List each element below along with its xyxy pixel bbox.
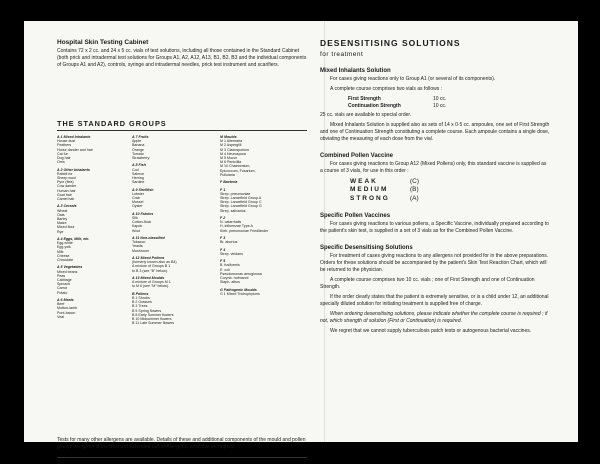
allergen-item: Horse dander and hair xyxy=(57,147,93,152)
allergen-item: A mixture of Groups M 1 xyxy=(132,280,171,285)
allergen-item: Spinach xyxy=(57,282,70,287)
allergen-item: Pullularia xyxy=(220,172,235,177)
allergen-item: Cod xyxy=(132,167,139,172)
allergen-group xyxy=(57,265,132,294)
allergen-group xyxy=(57,237,132,262)
desensitising-title: DESENSITISING SOLUTIONS xyxy=(320,38,461,48)
allergen-item: Oats xyxy=(57,212,65,217)
allergen-group xyxy=(220,248,310,256)
standard-groups-title: THE STANDARD GROUPS xyxy=(57,119,167,128)
brochure-sheet xyxy=(24,21,578,450)
specific-pollen-heading: Specific Pollen Vaccines xyxy=(320,212,391,219)
allergen-item: Orris xyxy=(57,160,65,165)
specific-desensitising-p3: If the order clearly states that the patient is extremely sensitive, or is a child under 12, an additional specially diluted solution for initiating treatment is supplied free of charge. xyxy=(320,293,549,307)
strength-volume: 10 cc. xyxy=(433,96,447,102)
allergen-item: Chocolate xyxy=(57,258,74,263)
allergen-item: E. coli xyxy=(220,267,230,272)
allergen-item: Staph. albus xyxy=(220,280,240,285)
allergen-item: Mushroom xyxy=(132,248,149,253)
allergen-item: B 10 Midsummer flowers xyxy=(132,317,172,322)
allergen-item: M 2 Aspergilli xyxy=(220,143,242,148)
allergen-item: Oyster xyxy=(132,204,143,209)
allergen-item: M 5 Mucor xyxy=(220,156,237,161)
allergen-group-heading: F 4 xyxy=(220,247,226,252)
allergen-item: N. catarrhalis xyxy=(220,220,242,225)
group-column-2 xyxy=(132,135,220,329)
allergen-group-heading: A 6 Meats xyxy=(57,298,74,303)
allergen-item: Crab xyxy=(132,196,140,201)
allergen-item: Sardine xyxy=(132,180,145,185)
allergen-item: Strep. Lancefield Group C xyxy=(220,200,262,205)
allergen-item: B 5 Spring flowers xyxy=(132,308,162,313)
allergen-item: Wheat xyxy=(57,208,68,213)
allergen-group-heading: A 13 Mixed Moulds xyxy=(132,276,165,281)
allergen-item: Banana xyxy=(132,143,145,148)
allergen-item: Cotton-flock xyxy=(132,220,152,225)
allergen-group-heading: F 3 xyxy=(220,236,226,241)
allergen-item: Silk xyxy=(132,216,138,221)
allergen-item: M 1 Alternaria xyxy=(220,139,243,144)
allergen-item: Strep. viridans xyxy=(220,251,243,256)
allergen-group xyxy=(220,236,310,244)
allergen-group xyxy=(220,259,310,284)
allergen-item: Mutton-lamb xyxy=(57,306,77,311)
left-page xyxy=(57,39,307,450)
allergen-item: Camel hair xyxy=(57,197,75,202)
allergen-group xyxy=(220,188,310,213)
allergen-item: Pyre (flea) xyxy=(57,180,74,185)
allergen-item: Potato xyxy=(57,290,68,295)
allergen-item: B. fusiformis xyxy=(220,263,240,268)
vial-order-list xyxy=(350,178,550,203)
strength-row xyxy=(348,96,550,103)
allergen-item: Lobster xyxy=(132,191,144,196)
allergen-item: Barley xyxy=(57,217,68,222)
allergen-group-heading: F 1 xyxy=(220,187,226,192)
allergen-group-heading: M Moulds xyxy=(220,135,237,139)
allergen-group-heading: F 5 xyxy=(220,259,226,264)
allergen-item: Rabbit fur xyxy=(57,171,73,176)
allergen-item: M 10 Chaetomium, xyxy=(220,164,251,169)
allergen-item: B 11 Late Summer flowers xyxy=(132,321,175,326)
allergen-item: Sheep wool xyxy=(57,176,76,181)
allergen-group xyxy=(132,292,220,326)
allergen-group xyxy=(132,135,220,160)
allergen-item: B 8 Early Summer flowers xyxy=(132,312,174,317)
specific-pollen-p1: For cases giving reactions to various pollens, a Specific Vaccine, individually prepared according to the patient's skin test, is supplied in a set of 3 vials as for the Combined Pollen Vaccine. xyxy=(320,220,549,234)
strength-name: Continuation Strength xyxy=(348,103,401,109)
allergen-item: M 4 Neurospora xyxy=(220,151,246,156)
allergen-item: A mixture of Groups B 1 xyxy=(132,264,171,269)
allergen-item: Peas xyxy=(57,273,66,278)
allergen-group-heading: A 2 Other Inhalants xyxy=(57,167,90,172)
vial-strength: MEDIUM xyxy=(350,186,389,194)
allergen-item: B 3 Trees xyxy=(132,304,148,309)
vial-row xyxy=(350,186,550,194)
allergen-group xyxy=(132,256,220,273)
allergen-item: Strep. Lancefield Group A xyxy=(220,196,262,201)
allergen-item: Cat fur xyxy=(57,151,68,156)
groups-bottom-rule xyxy=(57,457,307,458)
combined-pollen-p1: For cases giving reactions to Group A12 (Mixed Pollens) only, this standard vaccine is supplied as a course of 3 vials, for use in this order : xyxy=(320,161,547,174)
allergen-item: Tomato xyxy=(132,151,144,156)
allergen-item: Strep. salivarius xyxy=(220,208,246,213)
allergen-item: to M 6 (see "M" below). xyxy=(132,284,170,289)
allergen-item: Dog hair xyxy=(57,156,71,161)
allergen-group-heading: A 8 Fish xyxy=(132,163,146,168)
allergen-item: Pseudomonas aeruginosa xyxy=(220,271,262,276)
allergen-item: Rye xyxy=(57,229,64,234)
strength-volume: 10 cc. xyxy=(433,103,447,109)
regret-note: We regret that we cannot supply tuberculosis patch tests or autogenous bacterial vaccines. xyxy=(330,327,532,334)
allergen-item: Strep. pneumoniae xyxy=(220,191,251,196)
allergen-item: Mixed beans xyxy=(57,269,78,274)
allergen-item: M 3 Cladosporium xyxy=(220,147,250,152)
allergen-item: Feathers xyxy=(57,143,72,148)
allergen-group-heading: A 10 Fabrics xyxy=(132,211,154,216)
vial-code: (B) xyxy=(410,186,419,194)
allergen-item: B 2 Grasses xyxy=(132,300,152,305)
allergen-group xyxy=(132,276,220,289)
allergen-item: Pork-bacon xyxy=(57,310,76,315)
allergen-group-heading: A 7 Fruits xyxy=(132,135,149,139)
allergen-item: Yeasts xyxy=(132,244,143,249)
allergen-item: Egg yolk xyxy=(57,245,71,250)
allergen-item: Cheese xyxy=(57,253,70,258)
allergen-item: Mixed flour xyxy=(57,225,75,230)
mixed-inhalants-heading: Mixed Inhalants Solution xyxy=(320,68,391,74)
mixed-inhalants-p2: A complete course comprises two vials as follows : xyxy=(330,86,442,92)
allergen-item: Goat hair xyxy=(57,192,72,197)
allergen-group xyxy=(57,135,132,164)
vial-code: (A) xyxy=(410,194,419,202)
allergen-item: Maize xyxy=(57,221,67,226)
specific-desensitising-p1: For treatment of cases giving reactions to any allergens not provided for in the above preparations. Orders for these solutions should be accompanied by the patient's Skin Test Reaction Chart, which will be returned to the physician. xyxy=(320,252,549,273)
mixed-inhalants-p1: For cases giving reactions only to Group A1 (or several of its components). xyxy=(330,76,496,82)
allergen-item: Strep. Lancefield Group G xyxy=(220,204,262,209)
allergen-group xyxy=(57,168,132,202)
groups-top-rule xyxy=(57,130,307,131)
combined-pollen-heading: Combined Pollen Vaccine xyxy=(320,153,394,159)
allergen-item: Orange xyxy=(132,147,144,152)
allergen-group-heading: A 1 Mixed Inhalants xyxy=(57,135,91,139)
allergen-group-heading: B Pollens xyxy=(132,291,149,296)
allergen-item: M 6 Penicillia xyxy=(220,160,242,165)
allergen-item: Br. abortus xyxy=(220,240,238,245)
ordering-note: When ordering desensitising solutions, please indicate whether the complete course is required ; if not, which strength of solution (First or Continuation) is required. xyxy=(320,310,548,324)
vial-row xyxy=(350,178,550,186)
allergen-item: G 1 Mixed Trichophytons xyxy=(220,291,260,296)
allergen-group-heading: A 9 Shellfish xyxy=(132,187,154,192)
group-column-1 xyxy=(57,135,132,322)
allergen-item: Veal xyxy=(57,314,64,319)
allergen-group xyxy=(220,180,310,184)
allergen-item: to B 3 (see "B" below). xyxy=(132,268,168,273)
strength-row xyxy=(348,103,550,110)
specific-desensitising-p2: A complete course comprises two 10 cc. vials ; one of First Strength and one of Continuation Strength. xyxy=(320,276,535,290)
mixed-inhalants-p4: Mixed Inhalants Solution is supplied also as sets of 14 x 0·5 cc. ampoules, one set of First Strength and one of Continuation Strength constituting a complete course. Each ampoule contains a single dose, obviating the measuring of each dose from the vial. xyxy=(320,122,550,142)
allergen-item: Herring xyxy=(132,176,144,181)
allergen-item: Corynb. hofmanni xyxy=(220,276,249,281)
strength-table xyxy=(348,96,550,110)
cabinet-title: Hospital Skin Testing Cabinet xyxy=(57,39,149,46)
allergen-group xyxy=(132,188,220,209)
allergen-item: Kapok xyxy=(132,224,143,229)
allergen-group-heading: A 3 Cereals xyxy=(57,204,77,209)
allergen-item: H. influenzae Type A xyxy=(220,224,253,229)
vial-code: (C) xyxy=(410,178,420,185)
allergen-item: Epicoccum, Fusarium, xyxy=(220,168,256,173)
allergen-item: Salmon xyxy=(132,171,145,176)
vial-strength: WEAK xyxy=(350,178,378,185)
allergen-group xyxy=(57,298,132,319)
allergen-group-heading: A 11 Non-classified xyxy=(132,236,165,241)
allergen-item: Cabbage xyxy=(57,278,72,283)
footer-note: Tests for many other allergens are available. Details of these and additional components of the mould and pollen groups are given in the Bencard Extended List of Allergens, available on request. xyxy=(57,437,306,450)
specific-desensitising-heading: Specific Desensitising Solutions xyxy=(320,244,413,251)
group-column-3 xyxy=(220,135,310,299)
allergen-group xyxy=(132,163,220,184)
allergen-item: Tobacco xyxy=(132,240,146,245)
allergen-group-heading: A 12 Mixed Pollens xyxy=(132,256,165,261)
right-page xyxy=(320,38,550,338)
allergen-item: B 1 Shrubs xyxy=(132,296,150,301)
allergen-item: Strawberry xyxy=(132,156,150,161)
allergen-item: Wool xyxy=(132,228,141,233)
allergen-group-heading: A 5 Vegetables xyxy=(57,265,83,270)
allergen-group-heading: G Pathogenic Moulds xyxy=(220,287,257,292)
cabinet-intro: Contains 72 x 2 cc. and 24 x 5 cc. vials of test solutions, including all those contained in the Standard Cabinet (both prick and intradermal test solutions for Groups A1, A2, A12, A13, B1, B2, B3 and the individual components of Groups A1 and A2), controls, syringe and intradermal needles, prick test instrument and scarifiers. xyxy=(57,48,307,68)
mixed-inhalants-p3: 25 cc. vials are available to special order. xyxy=(320,112,412,118)
allergen-group xyxy=(57,204,132,233)
allergen-group xyxy=(132,236,220,253)
strength-name: First Strength xyxy=(348,96,381,102)
allergen-group-heading: F 2 xyxy=(220,216,226,221)
allergen-group xyxy=(132,212,220,233)
desensitising-subtitle: for treatment xyxy=(320,51,364,58)
allergen-item: Milk xyxy=(57,249,64,254)
allergen-item: Apple xyxy=(132,139,142,144)
allergen-item: Human hair xyxy=(57,188,76,193)
allergen-group xyxy=(220,135,310,177)
allergen-group-heading: F Bacteria xyxy=(220,180,238,185)
allergen-item: (formerly known also as B4) xyxy=(132,260,177,265)
allergen-item: Kleb. pneumoniae Friedländer xyxy=(220,228,269,233)
allergen-group xyxy=(220,216,310,233)
vial-row xyxy=(350,195,550,203)
allergen-item: Egg white xyxy=(57,241,73,246)
allergen-group-heading: A 4 Eggs, Milk, etc. xyxy=(57,237,90,242)
vial-strength: STRONG xyxy=(350,194,390,202)
allergen-group xyxy=(220,288,310,296)
allergen-item: Carrot xyxy=(57,286,67,291)
allergen-item: Cow dander xyxy=(57,184,77,189)
allergen-item: Mussel xyxy=(132,200,144,205)
allergen-item: House dust xyxy=(57,139,76,144)
allergen-item: Beef xyxy=(57,302,65,307)
